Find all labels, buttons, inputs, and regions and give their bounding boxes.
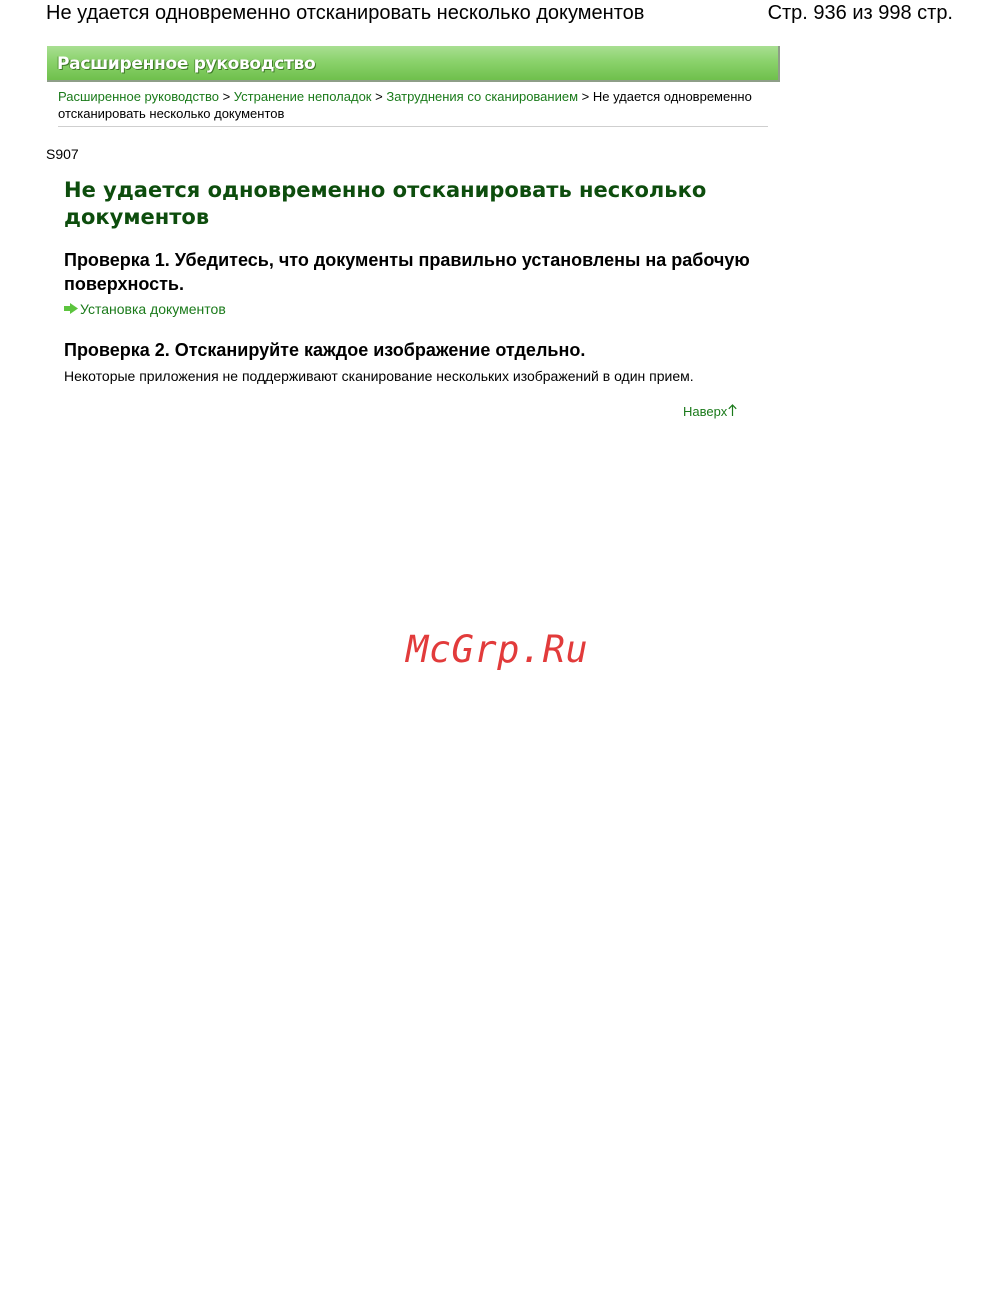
breadcrumb [58, 88, 758, 122]
check-1-heading: Проверка 1. Убедитесь, что документы правильно установлены на рабочую поверхность. [64, 250, 750, 294]
watermark: McGrp.Ru [406, 628, 589, 671]
page-counter: Стр. 936 из 998 стр. [767, 2, 953, 24]
breadcrumb-separator: > [581, 89, 590, 104]
page-title: Не удается одновременно отсканировать несколько документов [64, 178, 707, 229]
breadcrumb-link-advanced-guide[interactable]: Расширенное руководство [58, 89, 219, 104]
check-2-heading: Проверка 2. Отсканируйте каждое изображение отдельно. [64, 340, 586, 360]
breadcrumb-separator: > [222, 89, 231, 104]
check-2-description: Некоторые приложения не поддерживают сканирование нескольких изображений в один прием. [64, 368, 694, 384]
document-code: S907 [46, 146, 79, 162]
section-banner [47, 46, 780, 82]
breadcrumb-link-troubleshooting[interactable]: Устранение неполадок [233, 89, 372, 104]
banner-title: Расширенное руководство [57, 54, 316, 74]
breadcrumb-separator: > [375, 89, 383, 104]
arrow-right-icon [64, 301, 78, 317]
back-to-top-link[interactable] [683, 404, 737, 420]
page-header-title: Не удается одновременно отсканировать несколько документов [46, 2, 645, 24]
placing-documents-link[interactable] [64, 301, 226, 318]
arrow-up-icon [728, 404, 737, 419]
breadcrumb-divider [58, 126, 768, 127]
placing-documents-link-text[interactable]: Установка документов [80, 301, 226, 317]
breadcrumb-current: Не удается одновременно отсканировать несколько документов [58, 89, 752, 121]
breadcrumb-link-scanning-problems[interactable]: Затруднения со сканированием [386, 89, 579, 104]
back-to-top-label[interactable]: Наверх [683, 404, 728, 419]
